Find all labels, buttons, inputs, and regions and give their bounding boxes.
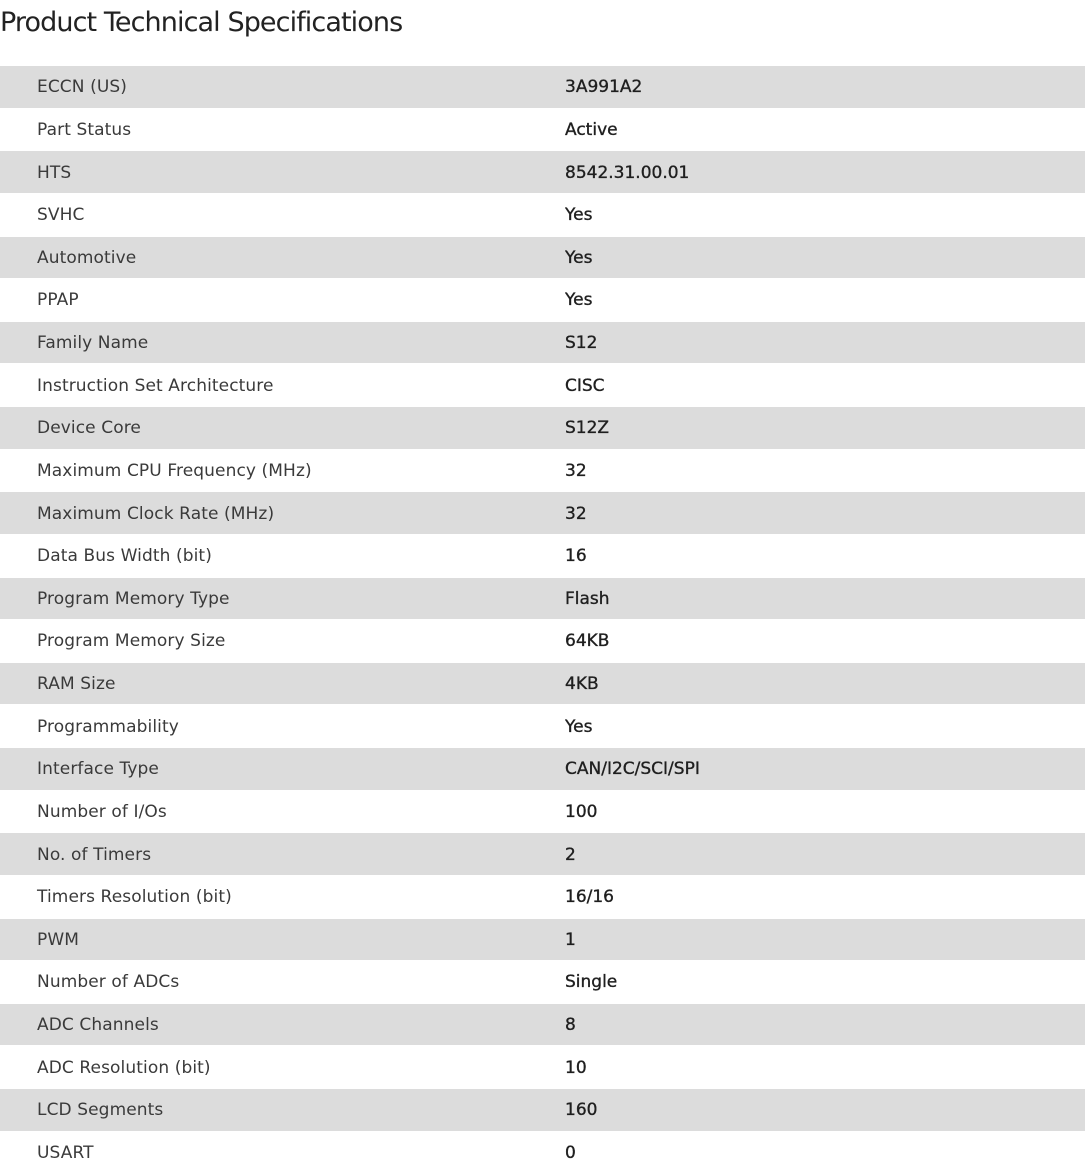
spec-label: Program Memory Size <box>37 631 226 652</box>
spec-value: 100 <box>565 801 598 822</box>
spec-row <box>0 492 1085 535</box>
spec-value: 32 <box>565 492 1085 535</box>
spec-value: Yes <box>565 205 593 226</box>
spec-row <box>0 1132 1085 1174</box>
spec-label: Timers Resolution (bit) <box>37 887 232 908</box>
spec-value: Yes <box>565 716 593 737</box>
spec-value: Yes <box>565 237 1085 280</box>
spec-row <box>0 151 1085 194</box>
spec-label: Program Memory Type <box>0 578 565 621</box>
spec-row <box>0 1046 1085 1089</box>
spec-row <box>0 535 1085 578</box>
spec-label: Data Bus Width (bit) <box>37 546 212 567</box>
spec-row <box>0 194 1085 237</box>
spec-label: Number of ADCs <box>37 972 180 993</box>
spec-value: Flash <box>565 578 1085 621</box>
spec-row <box>0 279 1085 322</box>
spec-row <box>0 705 1085 748</box>
spec-value: Active <box>565 119 618 140</box>
spec-row <box>0 109 1085 152</box>
spec-table <box>0 66 1085 1174</box>
spec-row <box>0 1004 1085 1047</box>
spec-label: Maximum CPU Frequency (MHz) <box>37 460 312 481</box>
spec-row <box>0 663 1085 706</box>
spec-value: S12Z <box>565 407 1085 450</box>
page-title: Product Technical Specifications <box>0 7 403 38</box>
spec-value: 8542.31.00.01 <box>565 151 1085 194</box>
spec-value: 160 <box>565 1089 1085 1132</box>
spec-value: 2 <box>565 833 1085 876</box>
spec-label: LCD Segments <box>0 1089 565 1132</box>
spec-label: Family Name <box>0 322 565 365</box>
spec-value: 16/16 <box>565 887 614 908</box>
spec-row <box>0 748 1085 791</box>
spec-value: CISC <box>565 375 605 396</box>
spec-row <box>0 620 1085 663</box>
spec-value: 10 <box>565 1057 587 1078</box>
spec-label: RAM Size <box>0 663 565 706</box>
spec-label: Device Core <box>0 407 565 450</box>
spec-row <box>0 833 1085 876</box>
spec-value: 64KB <box>565 631 610 652</box>
spec-row <box>0 919 1085 962</box>
spec-row <box>0 876 1085 919</box>
spec-row <box>0 407 1085 450</box>
spec-value: 16 <box>565 546 587 567</box>
spec-label: ADC Resolution (bit) <box>37 1057 211 1078</box>
spec-row <box>0 961 1085 1004</box>
spec-label: SVHC <box>37 205 85 226</box>
spec-value: S12 <box>565 322 1085 365</box>
spec-table-body <box>0 66 1085 1174</box>
spec-value: 1 <box>565 919 1085 962</box>
spec-label: Automotive <box>0 237 565 280</box>
spec-value: 0 <box>565 1142 576 1163</box>
spec-label: Interface Type <box>0 748 565 791</box>
spec-value: 8 <box>565 1004 1085 1047</box>
spec-value: CAN/I2C/SCI/SPI <box>565 748 1085 791</box>
spec-row <box>0 791 1085 834</box>
spec-label: Part Status <box>37 119 132 140</box>
spec-value: 32 <box>565 460 587 481</box>
spec-label: Number of I/Os <box>37 801 167 822</box>
spec-value: 4KB <box>565 663 1085 706</box>
spec-value: Single <box>565 972 618 993</box>
spec-label: Maximum Clock Rate (MHz) <box>0 492 565 535</box>
spec-label: ECCN (US) <box>0 66 565 109</box>
spec-label: PPAP <box>37 290 79 311</box>
spec-value: Yes <box>565 290 593 311</box>
spec-row <box>0 322 1085 365</box>
spec-row <box>0 66 1085 109</box>
spec-value: 3A991A2 <box>565 66 1085 109</box>
spec-row <box>0 364 1085 407</box>
spec-row <box>0 450 1085 493</box>
spec-row <box>0 237 1085 280</box>
spec-label: Instruction Set Architecture <box>37 375 274 396</box>
spec-label: USART <box>37 1142 94 1163</box>
spec-label: PWM <box>0 919 565 962</box>
spec-label: HTS <box>0 151 565 194</box>
spec-label: ADC Channels <box>0 1004 565 1047</box>
spec-row <box>0 578 1085 621</box>
spec-label: No. of Timers <box>0 833 565 876</box>
spec-row <box>0 1089 1085 1132</box>
spec-label: Programmability <box>37 716 179 737</box>
